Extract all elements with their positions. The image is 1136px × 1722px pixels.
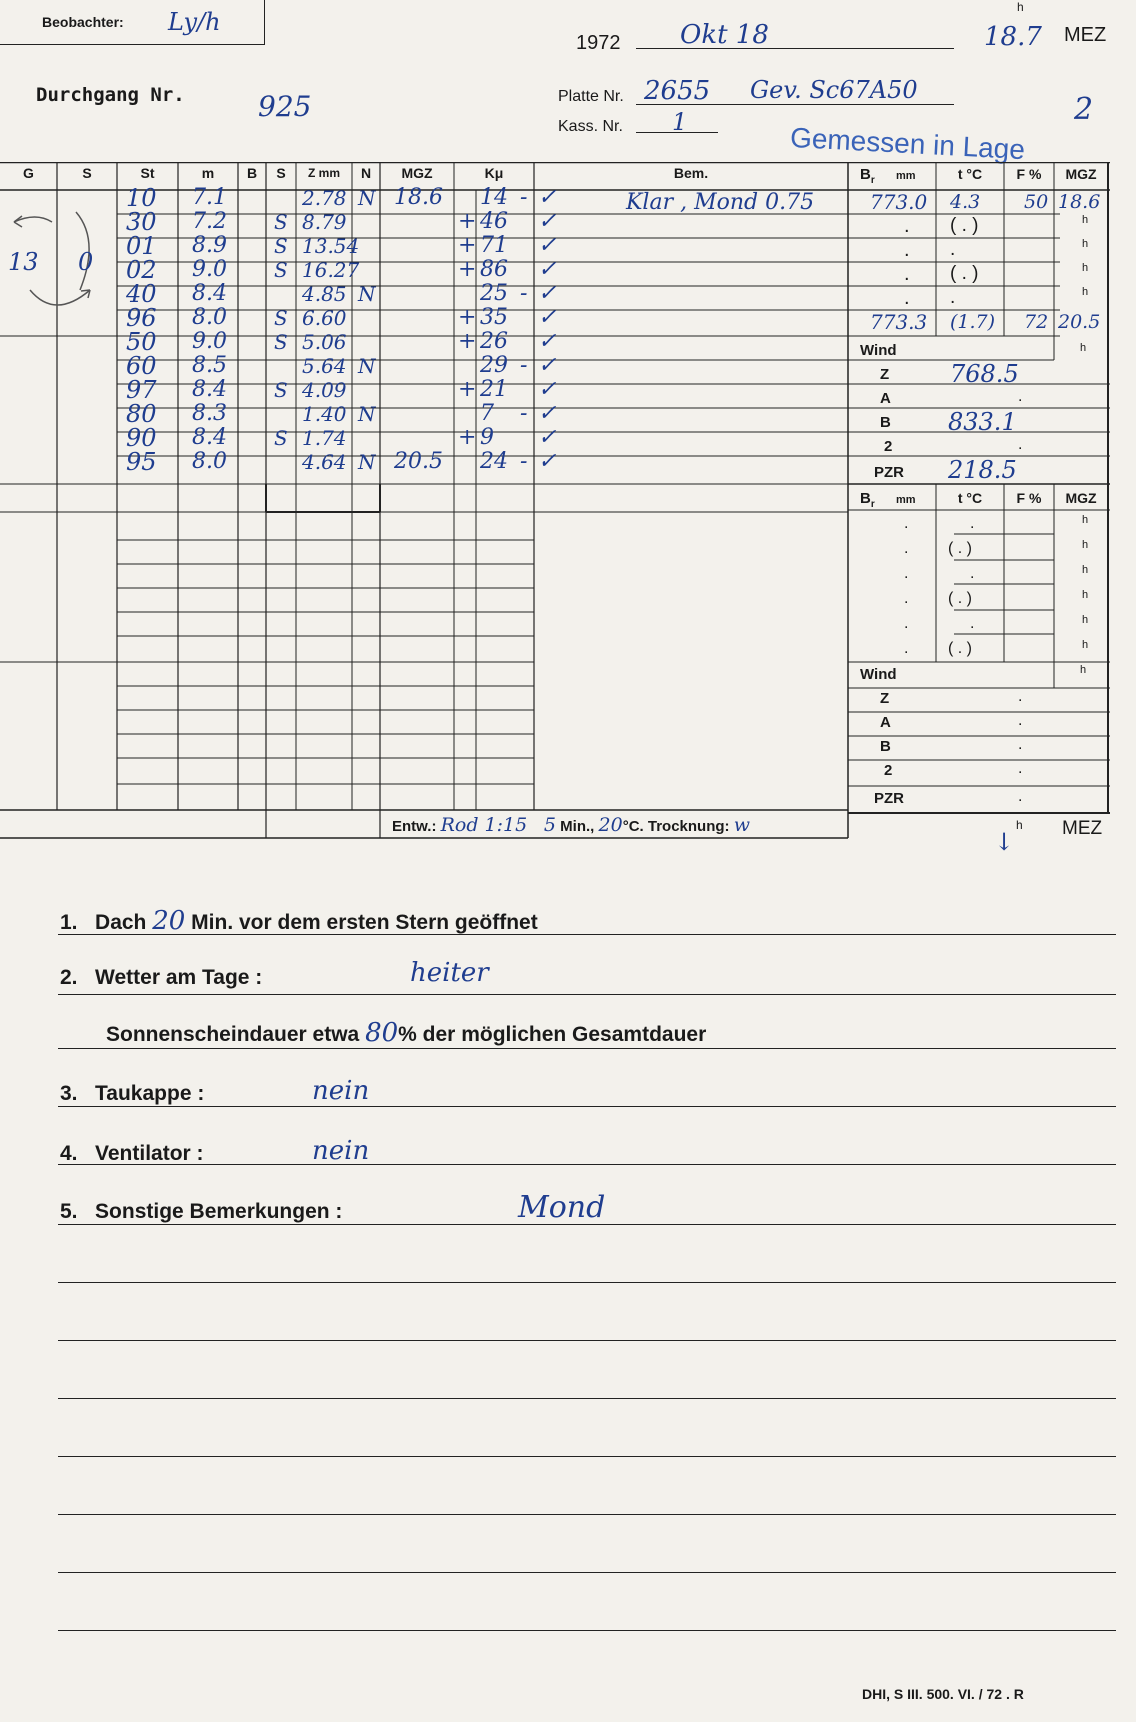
- row-sign: +: [458, 329, 477, 354]
- row-n-mark: N: [358, 186, 376, 210]
- pzr-label-2: PZR: [874, 790, 904, 807]
- weather-pressure: .: [904, 239, 910, 261]
- weather-mgz: h: [1082, 238, 1089, 250]
- row-check: ✓: [538, 185, 557, 210]
- note-2: [60, 966, 262, 990]
- col-s: S: [82, 165, 92, 181]
- row-star-number: 60: [126, 352, 157, 380]
- plate-value: 2655: [644, 76, 711, 106]
- col-st: St: [140, 165, 155, 181]
- col-remark: Bem.: [673, 165, 709, 181]
- col-m: m: [201, 165, 215, 181]
- weather-temp: ( . ): [948, 640, 972, 657]
- observer-label: Beobachter:: [42, 14, 124, 30]
- col-br-unit: mm: [896, 170, 916, 182]
- row-s-mark: S: [274, 378, 288, 402]
- row-sign: +: [458, 377, 477, 402]
- row-check: ✓: [538, 233, 557, 258]
- emulsion-value: Gev. Sc67A50: [750, 76, 918, 104]
- pzr-label-1: PZR: [874, 464, 904, 481]
- year-prefix: 1972: [576, 32, 621, 54]
- z-value-1: 768.5: [950, 360, 1019, 388]
- a-value-1: .: [1018, 388, 1023, 405]
- develop-label: Entw.:: [392, 818, 437, 835]
- row-k-value: 35: [480, 305, 508, 330]
- b-dot-2: .: [1018, 736, 1023, 753]
- row-star-number: 40: [126, 280, 157, 308]
- row-magnitude: 8.4: [192, 425, 227, 450]
- weather-temp: .: [950, 287, 956, 308]
- row-check: ✓: [538, 401, 557, 426]
- weather-pressure: .: [904, 215, 910, 237]
- row-end-mark: -: [520, 281, 528, 306]
- row-check: ✓: [538, 425, 557, 450]
- weather-pressure: .: [904, 640, 909, 657]
- col-mgz-2: MGZ: [1065, 490, 1097, 506]
- weather-temp: 4.3: [950, 191, 981, 213]
- row-k-value: 7: [480, 401, 494, 426]
- cassette-label: Kass. Nr.: [558, 118, 623, 135]
- row-magnitude: 9.0: [192, 257, 227, 282]
- observer-box: [0, 0, 265, 45]
- row-magnitude: 8.4: [192, 377, 227, 402]
- note-3: [60, 1082, 204, 1106]
- row-end-mark: -: [520, 401, 528, 426]
- s-value: 0: [78, 248, 94, 276]
- b-value-1: 833.1: [948, 408, 1017, 436]
- row-s-mark: S: [274, 234, 288, 258]
- row-star-number: 97: [126, 376, 157, 404]
- weather-temp: (1.7): [950, 311, 996, 333]
- col-g: G: [23, 165, 34, 181]
- row-sign: +: [458, 257, 477, 282]
- mez-label: MEZ: [1064, 24, 1107, 46]
- weather-temp: .: [970, 565, 975, 582]
- row-star-number: 30: [126, 208, 157, 236]
- row-z-mm: 4.64: [302, 450, 347, 474]
- row-magnitude: 9.0: [192, 329, 227, 354]
- row-sign: +: [458, 233, 477, 258]
- row-star-number: 80: [126, 400, 157, 428]
- row-s-mark: S: [274, 330, 288, 354]
- note-number: 4.: [60, 1142, 78, 1165]
- measured-stamp: Gemessen in Lage: [789, 121, 1026, 166]
- row-check: ✓: [538, 353, 557, 378]
- weather-mgz: h: [1082, 514, 1089, 526]
- row-star-number: 90: [126, 424, 157, 452]
- remark-value: Klar , Mond 0.75: [626, 190, 815, 215]
- weather-mgz: h: [1082, 214, 1089, 226]
- row-magnitude: 8.3: [192, 401, 227, 426]
- two-label-1: 2: [884, 438, 893, 455]
- note-4: [60, 1142, 204, 1166]
- row-check: ✓: [538, 449, 557, 474]
- develop-min-value: 5: [543, 814, 556, 836]
- col-br: $B_r$: [860, 166, 875, 186]
- weather-temp: .: [970, 615, 975, 632]
- note-label: Sonstige Bemerkungen :: [95, 1200, 343, 1223]
- row-z-mm: 1.40: [302, 402, 347, 426]
- row-star-number: 10: [126, 184, 157, 212]
- row-star-number: 95: [126, 448, 157, 476]
- note-2-value: heiter: [410, 958, 489, 988]
- row-k-value: 26: [480, 329, 508, 354]
- col-t: t °C: [957, 166, 983, 182]
- note-label: Taukappe :: [95, 1082, 205, 1105]
- plate-label: Platte Nr.: [558, 88, 624, 105]
- row-z-mm: 4.09: [302, 378, 347, 402]
- weather-pressure: .: [904, 263, 910, 285]
- weather-humidity: 50: [1024, 191, 1049, 213]
- note-number: 2.: [60, 966, 78, 989]
- weather-pressure: .: [904, 287, 910, 309]
- row-magnitude: 7.2: [192, 209, 227, 234]
- row-sign: +: [458, 425, 477, 450]
- row-star-number: 01: [126, 232, 157, 260]
- row-z-mm: 5.06: [302, 330, 347, 354]
- row-z-mm: 16.27: [302, 258, 360, 282]
- note-value: 80: [365, 1018, 399, 1048]
- b-label-2: B: [880, 738, 891, 755]
- row-sign: +: [458, 209, 477, 234]
- note-number: 1.: [60, 911, 78, 934]
- weather-pressure: 773.0: [870, 190, 928, 214]
- note-rest: % der möglichen Gesamtdauer: [398, 1023, 707, 1046]
- note-label: Wetter am Tage :: [95, 966, 263, 989]
- observer-value: Ly/h: [168, 8, 221, 36]
- col-mgz2: MGZ: [1065, 166, 1097, 182]
- develop-line: [392, 814, 750, 836]
- row-k-value: 9: [480, 425, 494, 450]
- develop-temp-value: 20: [598, 814, 623, 836]
- row-n-mark: N: [358, 282, 376, 306]
- two-dot-2: .: [1018, 760, 1023, 777]
- row-s-mark: S: [274, 306, 288, 330]
- weather-mgz: 18.6: [1058, 191, 1101, 213]
- row-k-value: 24: [480, 449, 508, 474]
- weather-mgz: h: [1082, 589, 1089, 601]
- row-k-value: 71: [480, 233, 508, 258]
- row-sign: +: [458, 305, 477, 330]
- row-n-mark: N: [358, 354, 376, 378]
- row-check: ✓: [538, 281, 557, 306]
- row-check: ✓: [538, 377, 557, 402]
- col-b: B: [246, 165, 258, 181]
- row-end-mark: -: [520, 449, 528, 474]
- weather-pressure: .: [904, 515, 909, 532]
- row-magnitude: 8.0: [192, 449, 227, 474]
- b-label-1: B: [880, 414, 891, 431]
- col-s2: S: [276, 165, 286, 181]
- weather-pressure: .: [904, 590, 909, 607]
- row-check: ✓: [538, 257, 557, 282]
- time-h: h: [1017, 0, 1024, 14]
- note-number: 3.: [60, 1082, 78, 1105]
- z-label-1: Z: [880, 366, 890, 383]
- row-z-mm: 6.60: [302, 306, 347, 330]
- col-br-2: $B_r$: [860, 490, 875, 510]
- row-k-value: 29: [480, 353, 508, 378]
- row-check: ✓: [538, 329, 557, 354]
- weather-mgz: h: [1082, 564, 1089, 576]
- note-label: Ventilator :: [95, 1142, 204, 1165]
- row-k-value: 14: [480, 185, 508, 210]
- col-k: Kμ: [484, 165, 504, 181]
- note-5: [60, 1200, 342, 1224]
- row-magnitude: 8.5: [192, 353, 227, 378]
- row-z-mm: 4.85: [302, 282, 347, 306]
- row-s-mark: S: [274, 258, 288, 282]
- weather-pressure: .: [904, 615, 909, 632]
- wind-label-1: Wind: [860, 342, 897, 359]
- form-code: DHI, S III. 500. VI. / 72 . R: [862, 1686, 1024, 1702]
- weather-mgz: h: [1082, 614, 1089, 626]
- row-k-value: 46: [480, 209, 508, 234]
- row-s-mark: S: [274, 210, 288, 234]
- row-k-value: 21: [480, 377, 508, 402]
- note-value: 20: [152, 906, 186, 936]
- row-z-mm: 8.79: [302, 210, 347, 234]
- row-check: ✓: [538, 305, 557, 330]
- develop-temp-label: °C. Trocknung:: [622, 818, 730, 835]
- develop-value: Rod 1:15: [440, 814, 528, 836]
- row-star-number: 50: [126, 328, 157, 356]
- row-end-mark: -: [520, 185, 528, 210]
- two-value-1: .: [1018, 436, 1023, 453]
- note-4-value: nein: [312, 1136, 370, 1166]
- note-number: 5.: [60, 1200, 78, 1223]
- row-check: ✓: [538, 209, 557, 234]
- weather-mgz: h: [1082, 286, 1089, 298]
- col-br-unit-2: mm: [896, 494, 916, 506]
- row-magnitude: 8.0: [192, 305, 227, 330]
- row-magnitude: 8.4: [192, 281, 227, 306]
- z-label-2: Z: [880, 690, 890, 707]
- note-rest: Min. vor dem ersten Stern geöffnet: [191, 911, 538, 934]
- weather-mgz: 20.5: [1058, 311, 1101, 333]
- row-magnitude: 8.9: [192, 233, 227, 258]
- bottom-h: h: [1016, 818, 1023, 832]
- col-n: N: [360, 165, 372, 181]
- g-value: 13: [8, 248, 39, 276]
- weather-mgz: h: [1082, 262, 1089, 274]
- pzr-dot-2: .: [1018, 788, 1023, 805]
- row-k-value: 25: [480, 281, 508, 306]
- row-star-number: 96: [126, 304, 157, 332]
- pzr-value-1: 218.5: [948, 456, 1017, 484]
- transit-label: Durchgang Nr.: [36, 84, 185, 106]
- develop-min-label: Min.,: [560, 818, 595, 835]
- row-end-mark: -: [520, 353, 528, 378]
- col-f: F %: [1016, 166, 1042, 182]
- note-label: Dach: [95, 911, 147, 934]
- a-label-1: A: [880, 390, 891, 407]
- col-t-2: t °C: [957, 490, 983, 506]
- weather-temp: ( . ): [948, 590, 972, 607]
- weather-temp: ( . ): [950, 215, 979, 236]
- a-label-2: A: [880, 714, 891, 731]
- develop-dry-value: w: [733, 814, 750, 836]
- weather-temp: .: [970, 515, 975, 532]
- weather-temp: ( . ): [948, 540, 972, 557]
- row-magnitude: 7.1: [192, 185, 227, 210]
- a-dot-2: .: [1018, 712, 1023, 729]
- note-2b: [106, 1018, 706, 1048]
- weather-temp: .: [950, 239, 956, 260]
- wind-label-2: Wind: [860, 666, 897, 683]
- weather-pressure: 773.3: [870, 310, 928, 334]
- col-z: Z mm: [307, 166, 340, 180]
- col-f-2: F %: [1016, 490, 1042, 506]
- row-n-mark: N: [358, 402, 376, 426]
- weather-humidity: 72: [1024, 311, 1049, 333]
- note-3-value: nein: [312, 1076, 370, 1106]
- weather-temp: ( . ): [950, 263, 979, 284]
- transit-value: 925: [258, 90, 312, 123]
- bottom-arrow: ↓: [994, 828, 1015, 856]
- two-label-2: 2: [884, 762, 893, 779]
- row-z-mm: 13.54: [302, 234, 360, 258]
- cassette-value: 1: [672, 108, 688, 136]
- time-value: 18.7: [984, 22, 1042, 52]
- corner-number: 2: [1074, 92, 1094, 127]
- row-n-mark: N: [358, 450, 376, 474]
- wind-h-2: h: [1080, 664, 1087, 676]
- row-z-mm: 5.64: [302, 354, 347, 378]
- weather-mgz: h: [1082, 639, 1089, 651]
- weather-pressure: .: [904, 565, 909, 582]
- weather-pressure: .: [904, 540, 909, 557]
- row-mgz: 18.6: [394, 185, 443, 210]
- row-k-value: 86: [480, 257, 508, 282]
- row-s-mark: S: [274, 426, 288, 450]
- z-dot-2: .: [1018, 688, 1023, 705]
- row-mgz: 20.5: [394, 449, 443, 474]
- wind-h-1: h: [1080, 342, 1087, 354]
- note-label: Sonnenscheindauer etwa: [106, 1023, 360, 1046]
- note-5-value: Mond: [518, 1190, 606, 1225]
- weather-mgz: h: [1082, 539, 1089, 551]
- col-mgz: MGZ: [401, 165, 433, 181]
- row-z-mm: 2.78: [302, 186, 347, 210]
- note-1: [60, 906, 538, 936]
- date-value: Okt 18: [680, 20, 769, 50]
- row-z-mm: 1.74: [302, 426, 347, 450]
- row-star-number: 02: [126, 256, 157, 284]
- bottom-mez: MEZ: [1062, 818, 1103, 839]
